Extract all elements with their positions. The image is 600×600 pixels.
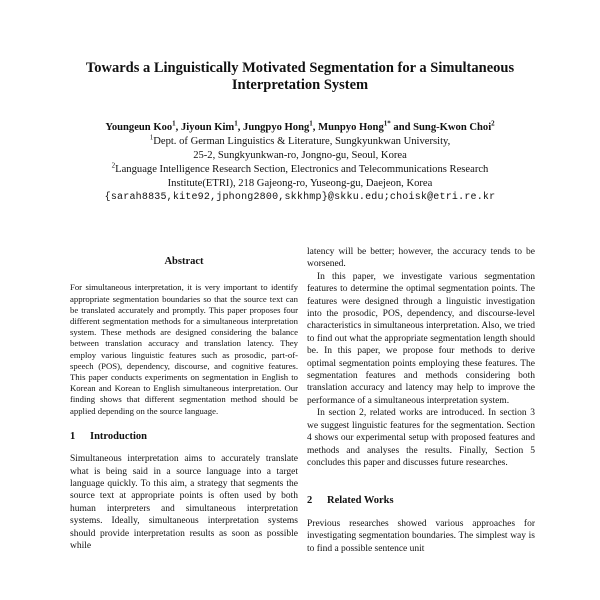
affiliation-text: Language Intelligence Research Section, Electronics and Telecommunications Research: [115, 164, 489, 175]
section-heading-related-works: [307, 495, 535, 507]
right-column: [307, 246, 535, 555]
abstract-text: For simultaneous interpretation, it is very important to identify appropriate segmentation boundaries so that the source text can be translated accurately and promptly. This paper proposes four different segmentation methods for a simultaneous interpretation system. These methods are designed considering the balance between translation accuracy and translation latency. They employ various linguistic features such as prosodic, part-of-speech (POS), dependency, discourse, and cognitive features. This paper conducts experiments on segmentation in English to Korean and Korean to English simultaneous interpretation. Our finding shows that different segmentation method should be applied depending on the source language.: [70, 282, 298, 416]
section-title: Introduction: [90, 430, 147, 442]
author-names: [30, 121, 570, 135]
body-paragraph: In section 2, related works are introduced. In section 3 we suggest linguistic features for the segmentation. Section 4 shows our experimental setup with proposed features and methods and analyses the results. Finally, Section 5 concludes this paper and discusses future researches.: [307, 408, 535, 468]
author-and: and: [390, 122, 414, 133]
author-sup: 1: [172, 119, 176, 128]
affiliation-1-line-2: 25-2, Sungkyunkwan-ro, Jongno-gu, Seoul, Korea: [193, 150, 407, 161]
paper-title: Towards a Linguistically Motivated Segmentation for a Simultaneous Interpretation System: [85, 60, 515, 93]
author-block: [30, 121, 570, 205]
affiliation-sup: 2: [111, 161, 116, 170]
section-number: 1: [70, 430, 76, 442]
author-emails: {sarah8835,kite92,jphong2800,skkhmp}@skku.edu;choisk@etri.re.kr: [104, 192, 496, 203]
body-paragraph: In this paper, we investigate various segmentation features to determine the optimal segmentation points. The features were designed through a linguistic investigation into the prosodic, POS, dependency, and discourse-level characteristics in simultaneous interpretation. Also, we tried to find out what the appropriate segmentation length should be. In this paper, we propose four methods to derive optimal segmentation points employing these features. The segmentation features and methods considering both translation accuracy and latency may help to improve the performance of a simultaneous interpretation system.: [307, 271, 535, 406]
author-name: Youngeun Koo: [105, 122, 173, 133]
author-sup: 1: [234, 119, 238, 128]
author-separator: ,: [237, 122, 244, 133]
abstract-heading: Abstract: [164, 256, 204, 267]
affiliation-sup: 1: [149, 133, 154, 142]
author-sup: 1: [309, 119, 313, 128]
section-title: Related Works: [327, 495, 394, 507]
affiliation-1-line-1: [30, 135, 570, 149]
related-works-paragraph: Previous researches showed various approaches for investigating segmentation boundaries. The simplest way is to find a possible sentence unit: [307, 518, 535, 554]
affiliation-text: Dept. of German Linguistics & Literature, Sungkyunkwan University,: [153, 136, 451, 147]
author-name: Sung-Kwon Choi: [413, 122, 492, 133]
author-separator: ,: [312, 122, 319, 133]
section-number: 2: [307, 495, 313, 507]
author-sup: 1*: [383, 119, 391, 128]
affiliation-2-line-1: [30, 163, 570, 177]
section-gap: [307, 469, 535, 481]
left-column: [70, 246, 298, 553]
author-sup: 2: [491, 119, 495, 128]
introduction-paragraph: Simultaneous interpretation aims to accurately translate what is being said in a source language into a target language quickly. To this aim, a strategy that segments the source text at appropriate points is often used by both human interpreters and simultaneous interpretation systems. Ideally, simultaneous interpretation systems should provide interpretation results as soon as possible while: [70, 454, 298, 552]
continuation-paragraph: latency will be better; however, the accuracy tends to be worsened.: [307, 247, 535, 270]
author-name: Munpyo Hong: [318, 122, 384, 133]
author-name: Jungpyo Hong: [243, 122, 310, 133]
section-heading-introduction: [70, 431, 298, 443]
author-separator: ,: [175, 122, 181, 133]
affiliation-2-line-2: Institute(ETRI), 218 Gajeong-ro, Yuseong-gu, Daejeon, Korea: [167, 178, 433, 189]
author-name: Jiyoun Kim: [180, 122, 235, 133]
